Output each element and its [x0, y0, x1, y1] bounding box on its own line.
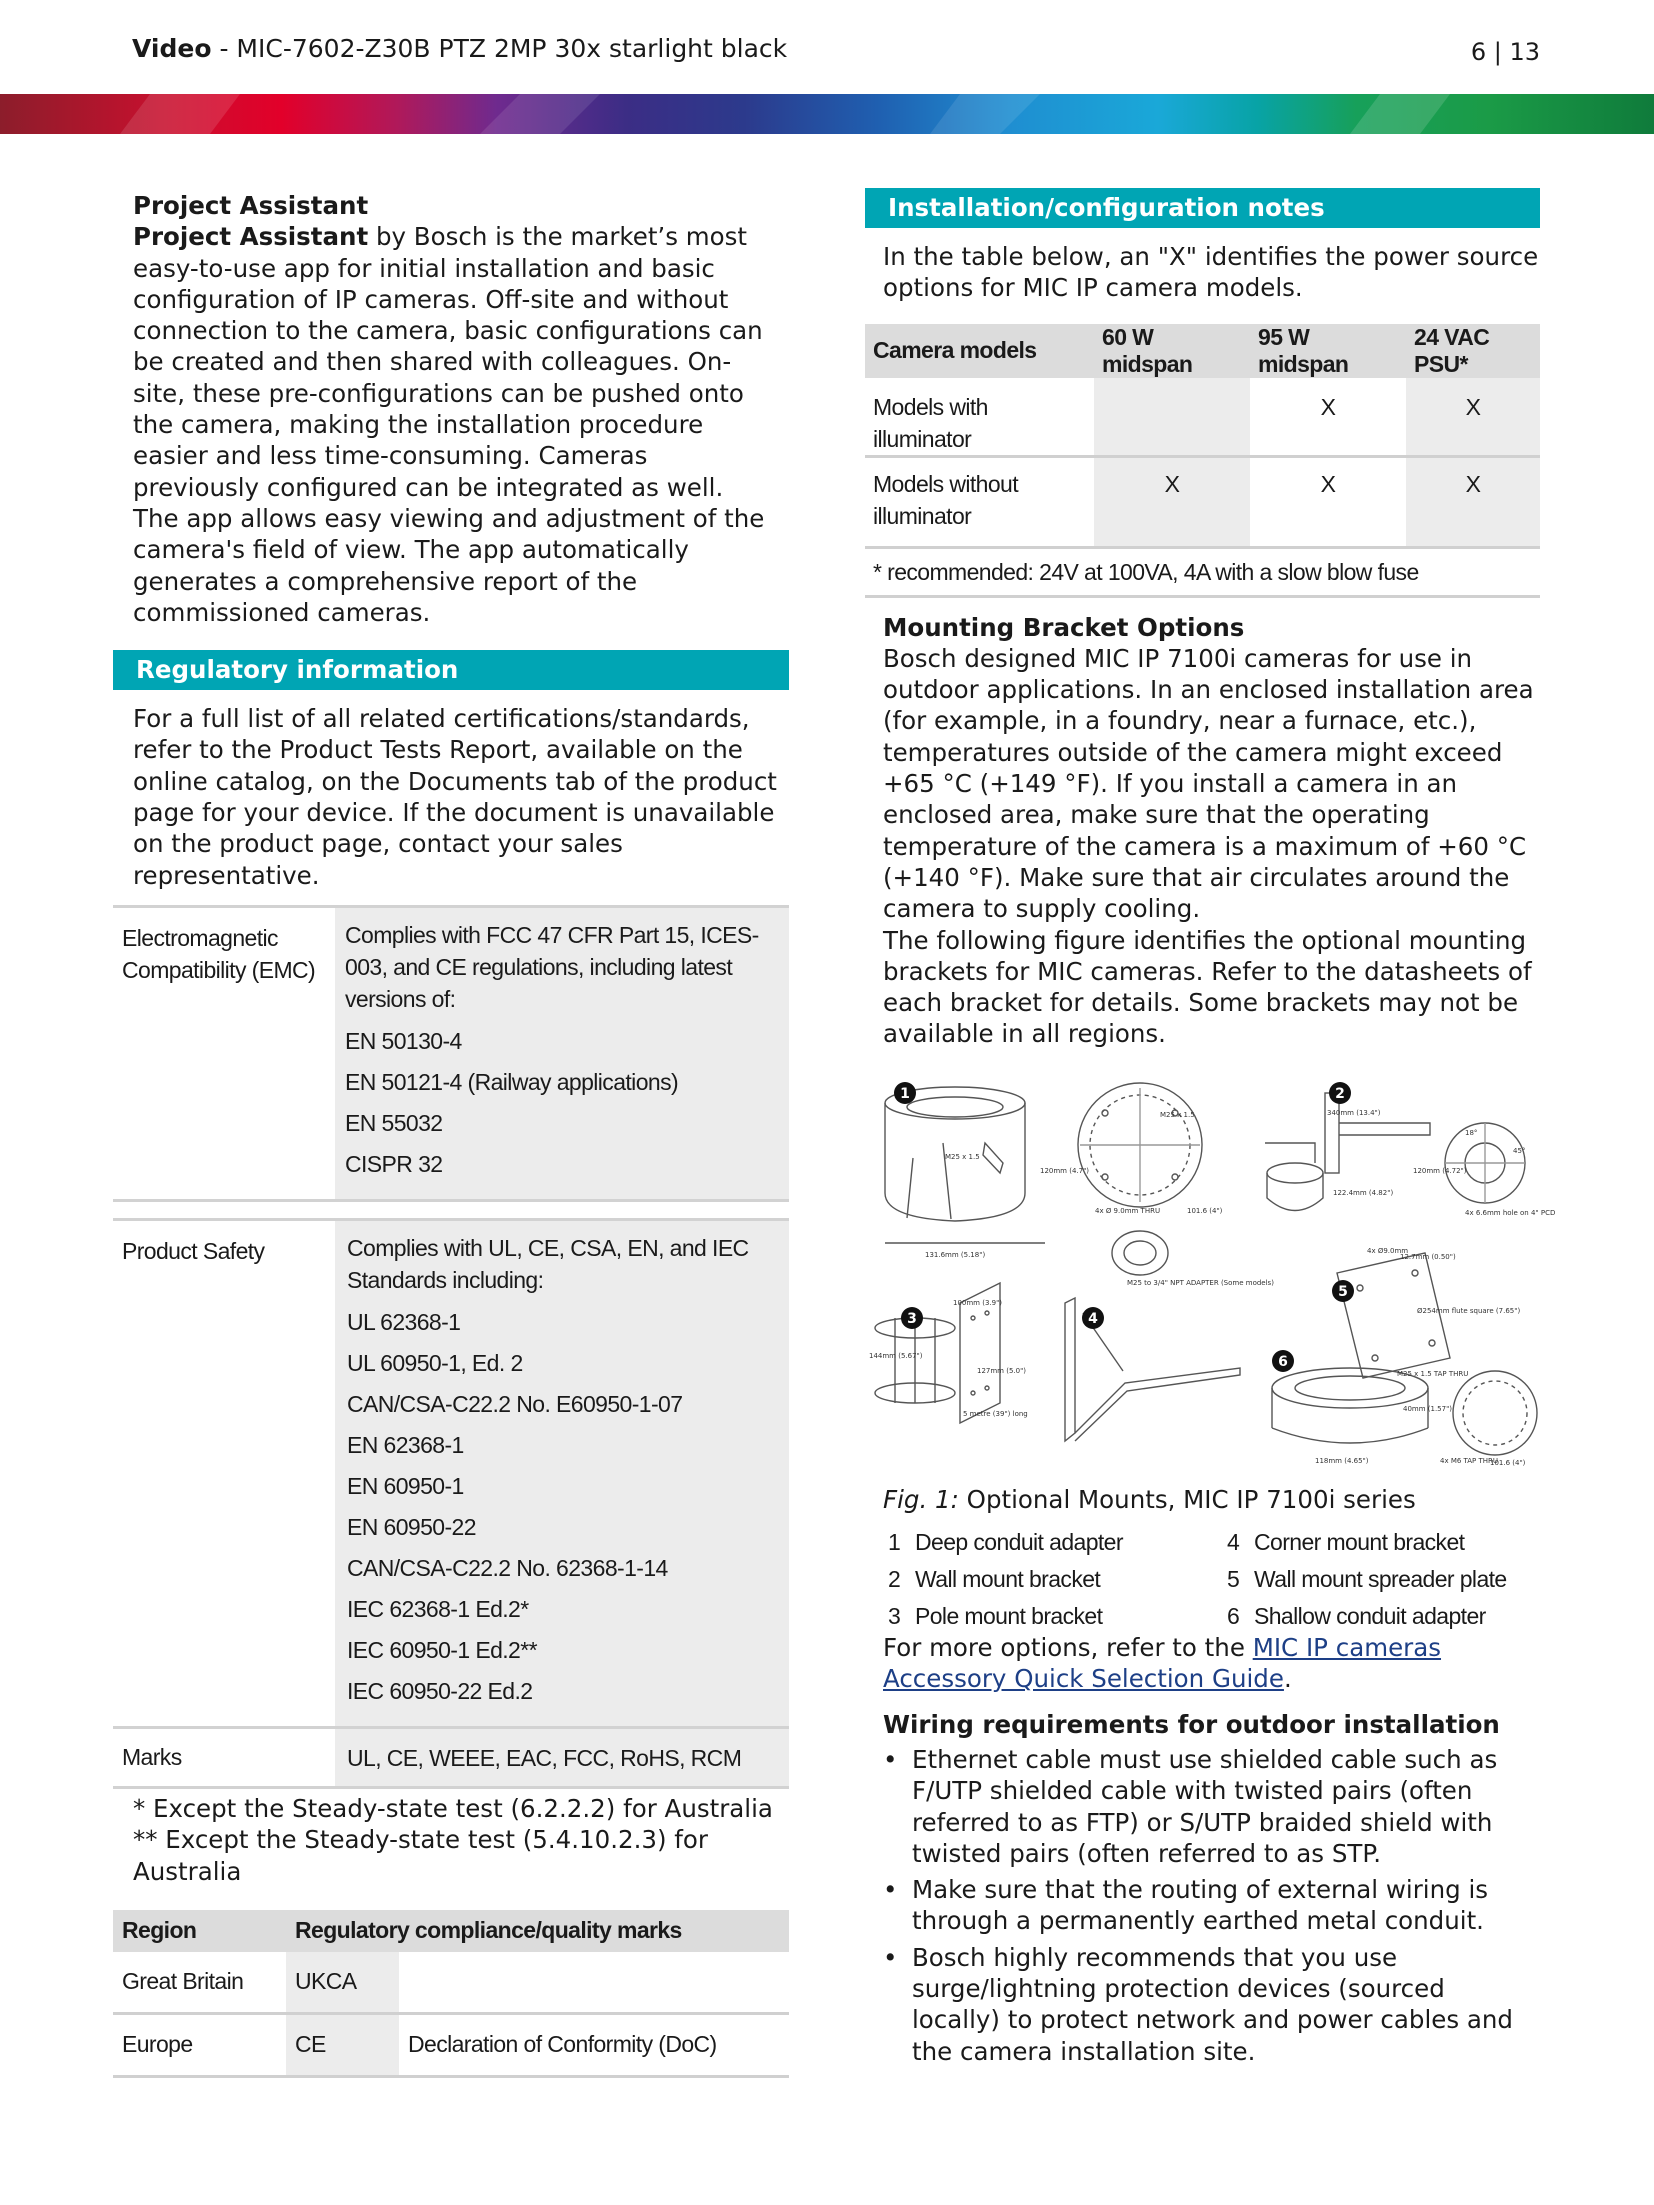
dimension-label: M25 x 1.5 TAP THRU	[1397, 1369, 1469, 1378]
mounting-text-2: The following figure identifies the optional mounting brackets for MIC cameras. Refer to the datasheets of each bracket for details. Some brackets may not be available in all regions.	[883, 925, 1532, 1049]
dimension-label: 101.6 (4")	[1490, 1458, 1526, 1467]
accessory-guide-link[interactable]: MIC IP cameras Accessory Quick Selection Guide	[883, 1633, 1442, 1694]
col-header-marks: Regulatory compliance/quality marks	[286, 1910, 789, 1952]
dimension-label: 45°	[1513, 1146, 1526, 1155]
dimension-label: 144mm (5.67")	[869, 1351, 923, 1360]
badge-number: 1	[900, 1085, 910, 1102]
regulatory-intro: For a full list of all related certifications/standards, refer to the Product Tests Report, available on the online catalog, on the Documents tab of the product page for your device. If the document is unavailable on the product page, contact your sales representative.	[133, 704, 777, 890]
list-item: • Bosch highly recommends that you use surge/lightning protection devices (sourced locally) to protect network and power cables and the camera installation site.	[883, 1942, 1533, 2067]
mark-cell: CE	[286, 2013, 399, 2076]
region-cell: Europe	[113, 2013, 286, 2076]
more-options-suffix: .	[1283, 1664, 1292, 1694]
table-row	[113, 2013, 789, 2076]
dimension-label: 12.7mm (0.50")	[1400, 1252, 1456, 1261]
dimension-label: 127mm (5.0")	[977, 1366, 1027, 1375]
dimension-label: 5 metre (39") long	[963, 1409, 1028, 1418]
dimension-label: 4x M6 TAP THRU	[1440, 1456, 1499, 1465]
x-cell: X	[1406, 378, 1540, 457]
table-row	[113, 1952, 789, 2014]
marks-label: Marks	[122, 1743, 182, 1770]
mounting-brackets-figure	[865, 1073, 1556, 1468]
doc-cell	[399, 1952, 789, 2014]
badge-number: 6	[1278, 1353, 1288, 1370]
emc-table	[113, 908, 789, 1199]
col-header-24vac: 24 VAC PSU*	[1406, 324, 1540, 378]
table-row	[865, 456, 1540, 547]
dimension-label: 120mm (4.72")	[1413, 1166, 1467, 1175]
badge-number: 5	[1338, 1283, 1348, 1300]
safety-label: Product Safety	[122, 1237, 265, 1264]
safety-line: EN 60950-1	[347, 1472, 464, 1499]
legend-item: 6 Shallow conduit adapter	[1227, 1603, 1486, 1630]
mounting-text: Bosch designed MIC IP 7100i cameras for use in outdoor applications. In an enclosed installation area (for example, in a foundry, near a furnace, etc.), temperatures outside of the camera might exceed +65 °C (+149 °F). If you install a camera in an enclosed area, make sure that the operating temperature of the camera is a maximum of +60 °C (+140 °F). Make sure that air circulates around the camera to supply cooling.	[883, 643, 1534, 924]
col-header-camera-models: Camera models	[865, 324, 1094, 378]
page-number: 6 | 13	[1470, 38, 1540, 66]
dimension-label: 100mm (3.9")	[953, 1298, 1003, 1307]
project-assistant-body: by Bosch is the market’s most easy-to-use app for initial installation and basic configuration of IP cameras. Off-site and without connection to the camera, basic configurations can be created and then shared with colleagues. On-site, these pre-configurations can be pushed onto the camera, making the installation procedure easier and less time-consuming. Cameras previously configured can be integrated as well. The app allows easy viewing and adjustment of the camera's field of view. The app automatically generates a comprehensive report of the commissioned cameras.	[133, 222, 765, 627]
emc-line: EN 50130-4	[345, 1027, 462, 1054]
figure-legend	[865, 1529, 1540, 1630]
badge-number: 2	[1335, 1085, 1345, 1102]
model-cell: Models with illuminator	[865, 378, 1094, 457]
col-header-60w: 60 W midspan	[1094, 324, 1250, 378]
x-cell: X	[1250, 456, 1406, 547]
right-column	[865, 188, 1556, 2072]
marks-table	[113, 1729, 789, 1786]
list-item: • Make sure that the routing of external wiring is through a permanently earthed metal conduit.	[883, 1874, 1533, 1937]
brand-color-stripe	[0, 94, 1654, 134]
wiring-heading: Wiring requirements for outdoor installation	[883, 1709, 1500, 1739]
safety-table	[113, 1221, 789, 1726]
safety-line: EN 62368-1	[347, 1431, 464, 1458]
emc-line: Complies with FCC 47 CFR Part 15, ICES-003, and CE regulations, including latest versions of:	[345, 921, 759, 1012]
header-title: - MIC-7602-Z30B PTZ 2MP 30x starlight black	[211, 34, 788, 63]
dimension-label: 120mm (4.7")	[1040, 1166, 1090, 1175]
dimension-label: 340mm (13.4")	[1327, 1108, 1381, 1117]
safety-line: IEC 60950-1 Ed.2**	[347, 1636, 537, 1663]
mounting-section	[865, 598, 1543, 1050]
project-assistant-heading: Project Assistant	[133, 191, 369, 220]
wiring-section	[865, 1695, 1533, 2067]
list-item: • Ethernet cable must use shielded cable such as F/UTP shielded cable with twisted pairs (often referred to as FTP) or S/UTP braided shield with twisted pairs (often referred to as STP.	[883, 1744, 1533, 1869]
col-header-95w: 95 W midspan	[1250, 324, 1406, 378]
table-row	[865, 378, 1540, 457]
installation-heading: Installation/configuration notes	[865, 188, 1540, 228]
legend-item: 1 Deep conduit adapter	[888, 1529, 1123, 1556]
safety-line: EN 60950-22	[347, 1513, 476, 1540]
x-cell: X	[1250, 378, 1406, 457]
regulatory-heading: Regulatory information	[113, 650, 789, 690]
emc-line: EN 50121-4 (Railway applications)	[345, 1068, 679, 1095]
emc-line: EN 55032	[345, 1109, 443, 1136]
marks-value: UL, CE, WEEE, EAC, FCC, RoHS, RCM	[333, 1729, 789, 1786]
emc-line: CISPR 32	[345, 1150, 443, 1177]
dimension-label: 4x 6.6mm hole on 4" PCD	[1465, 1208, 1556, 1217]
more-options-prefix: For more options, refer to the	[883, 1633, 1253, 1663]
dimension-label: 4x Ø9.0mm	[1367, 1246, 1409, 1255]
dimension-label: 101.6 (4")	[1187, 1206, 1223, 1215]
footnote: ** Except the Steady-state test (5.4.10.2.3) for Australia	[133, 1825, 708, 1886]
safety-line: Complies with UL, CE, CSA, EN, and IEC Standards including:	[347, 1234, 749, 1293]
dimension-label: M25 to 3/4" NPT ADAPTER (Some models)	[1127, 1278, 1274, 1287]
figure-caption-text: Optional Mounts, MIC IP 7100i series	[958, 1484, 1416, 1514]
regional-table	[113, 1910, 789, 2078]
power-source-table	[865, 324, 1540, 549]
col-header-region: Region	[113, 1910, 286, 1952]
project-assistant-text	[133, 221, 773, 628]
header-category: Video	[132, 34, 212, 63]
dimension-label: 122.4mm (4.82")	[1333, 1188, 1394, 1197]
legend-item: 3 Pole mount bracket	[888, 1603, 1103, 1630]
dimension-label: 4x Ø 9.0mm THRU	[1095, 1206, 1161, 1215]
mark-cell: UKCA	[286, 1952, 399, 2014]
safety-values	[333, 1221, 789, 1726]
mounting-heading: Mounting Bracket Options	[883, 612, 1245, 642]
badge-number: 4	[1088, 1310, 1098, 1327]
power-table-note: * recommended: 24V at 100VA, 4A with a slow blow fuse	[865, 549, 1540, 598]
dimension-label: M25 x 1.5	[1160, 1110, 1195, 1119]
safety-line: CAN/CSA-C22.2 No. 62368-1-14	[347, 1554, 668, 1581]
dimension-label: Ø254mm flute square (7.65")	[1417, 1306, 1521, 1315]
project-assistant-lead: Project Assistant	[133, 222, 369, 252]
region-cell: Great Britain	[113, 1952, 286, 2014]
dimension-label: 131.6mm (5.18")	[925, 1250, 986, 1259]
badge-number: 3	[907, 1310, 917, 1327]
dimension-label: 118mm (4.65")	[1315, 1456, 1369, 1465]
x-cell: X	[1406, 456, 1540, 547]
left-column	[113, 190, 789, 2078]
model-cell: Models without illuminator	[865, 456, 1094, 547]
safety-line: CAN/CSA-C22.2 No. E60950-1-07	[347, 1390, 683, 1417]
safety-line: IEC 60950-22 Ed.2	[347, 1677, 533, 1704]
regulatory-footnotes	[113, 1789, 789, 1887]
emc-values	[333, 908, 789, 1199]
legend-item: 5 Wall mount spreader plate	[1227, 1566, 1507, 1593]
x-cell	[1094, 378, 1250, 457]
legend-item: 4 Corner mount bracket	[1227, 1529, 1465, 1556]
dimension-label: M25 x 1.5	[945, 1152, 980, 1161]
safety-line: IEC 62368-1 Ed.2*	[347, 1595, 529, 1622]
safety-line: UL 62368-1	[347, 1308, 461, 1335]
safety-line: UL 60950-1, Ed. 2	[347, 1349, 523, 1376]
project-assistant-section	[113, 190, 773, 628]
footnote: * Except the Steady-state test (6.2.2.2) for Australia	[133, 1793, 773, 1823]
x-cell: X	[1094, 456, 1250, 547]
emc-label: Electromagnetic Compatibility (EMC)	[122, 924, 316, 983]
installation-intro: In the table below, an "X" identifies the power source options for MIC IP camera models.	[883, 242, 1539, 303]
figure-caption	[865, 1468, 1540, 1515]
wiring-list	[883, 1744, 1533, 2067]
more-options	[865, 1630, 1523, 1695]
figure-caption-label: Fig. 1:	[883, 1484, 959, 1514]
legend-item: 2 Wall mount bracket	[888, 1566, 1101, 1593]
page-header	[132, 34, 787, 63]
dimension-label: 40mm (1.57")	[1403, 1404, 1453, 1413]
dimension-label: 18°	[1465, 1128, 1478, 1137]
doc-cell: Declaration of Conformity (DoC)	[399, 2013, 789, 2076]
